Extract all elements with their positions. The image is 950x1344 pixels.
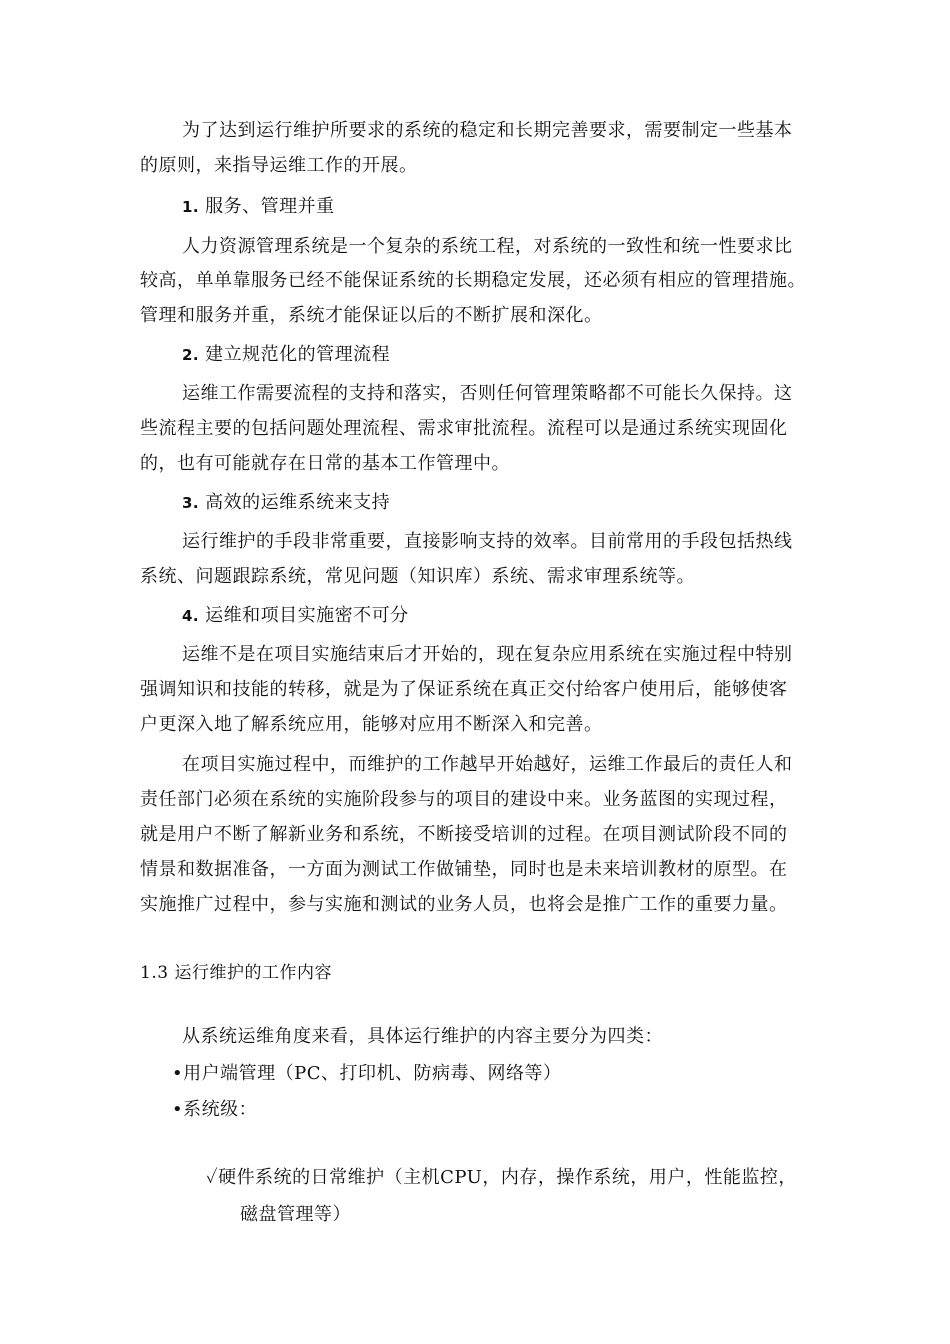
item-title: 运维和项目实施密不可分 bbox=[205, 605, 409, 626]
item-2-line-1: 运维工作需要流程的支持和落实，否则任何管理策略都不可能长久保持。这 bbox=[182, 383, 793, 404]
item-1-line-1: 人力资源管理系统是一个复杂的系统工程，对系统的一致性和统一性要求比 bbox=[182, 236, 793, 257]
section-heading: 1.3 运行维护的工作内容 bbox=[140, 963, 332, 983]
item-1-line-3: 管理和服务并重，系统才能保证以后的不断扩展和深化。 bbox=[140, 305, 603, 326]
paragraph-last-line-4: 情景和数据准备，一方面为测试工作做铺垫，同时也是未来培训教材的原型。在 bbox=[140, 859, 788, 880]
section-intro: 从系统运维角度来看，具体运行维护的内容主要分为四类： bbox=[182, 1026, 663, 1047]
item-heading-1 bbox=[182, 194, 335, 220]
item-heading-2 bbox=[182, 342, 390, 368]
paragraph-last-line-2: 责任部门必须在系统的实施阶段参与的项目的建设中来。业务蓝图的实现过程， bbox=[140, 789, 788, 810]
item-title: 高效的运维系统来支持 bbox=[205, 492, 391, 513]
paragraph-last-line-3: 就是用户不断了解新业务和系统，不断接受培训的过程。在项目测试阶段不同的 bbox=[140, 824, 788, 845]
paragraph-last-line-1: 在项目实施过程中，而维护的工作越早开始越好，运维工作最后的责任人和 bbox=[182, 754, 793, 775]
item-4-line-2: 强调知识和技能的转移，就是为了保证系统在真正交付给客户使用后，能够使客 bbox=[140, 679, 788, 700]
item-number: 2. bbox=[182, 346, 200, 364]
item-heading-3 bbox=[182, 490, 390, 516]
item-4-line-3: 户更深入地了解系统应用，能够对应用不断深入和完善。 bbox=[140, 714, 603, 735]
item-title: 建立规范化的管理流程 bbox=[205, 344, 391, 365]
item-4-line-1: 运维不是在项目实施结束后才开始的，现在复杂应用系统在实施过程中特别 bbox=[182, 644, 793, 665]
check-item-line-1: ✓硬件系统的日常维护（主机CPU，内存，操作系统，用户，性能监控， bbox=[206, 1167, 797, 1188]
item-heading-4 bbox=[182, 603, 409, 629]
item-number: 4. bbox=[182, 607, 200, 625]
check-item-line-2: 磁盘管理等） bbox=[240, 1204, 351, 1225]
paragraph-intro-line-2: 的原则，来指导运维工作的开展。 bbox=[140, 155, 418, 176]
item-2-line-2: 些流程主要的包括问题处理流程、需求审批流程。流程可以是通过系统实现固化 bbox=[140, 418, 788, 439]
item-2-line-3: 的，也有可能就存在日常的基本工作管理中。 bbox=[140, 453, 510, 474]
item-3-line-2: 系统、问题跟踪系统，常见问题（知识库）系统、需求审理系统等。 bbox=[140, 566, 695, 587]
bullet-item-2: •系统级： bbox=[172, 1099, 258, 1120]
paragraph-last-line-5: 实施推广过程中，参与实施和测试的业务人员，也将会是推广工作的重要力量。 bbox=[140, 894, 788, 915]
item-3-line-1: 运行维护的手段非常重要，直接影响支持的效率。目前常用的手段包括热线 bbox=[182, 531, 793, 552]
paragraph-intro-line-1: 为了达到运行维护所要求的系统的稳定和长期完善要求，需要制定一些基本 bbox=[182, 120, 793, 141]
item-number: 1. bbox=[182, 198, 200, 216]
item-title: 服务、管理并重 bbox=[205, 196, 335, 217]
item-1-line-2: 较高，单单靠服务已经不能保证系统的长期稳定发展，还必须有相应的管理措施。 bbox=[140, 270, 806, 291]
item-number: 3. bbox=[182, 494, 200, 512]
bullet-item-1: •用户端管理（PC、打印机、防病毒、网络等） bbox=[172, 1063, 562, 1084]
